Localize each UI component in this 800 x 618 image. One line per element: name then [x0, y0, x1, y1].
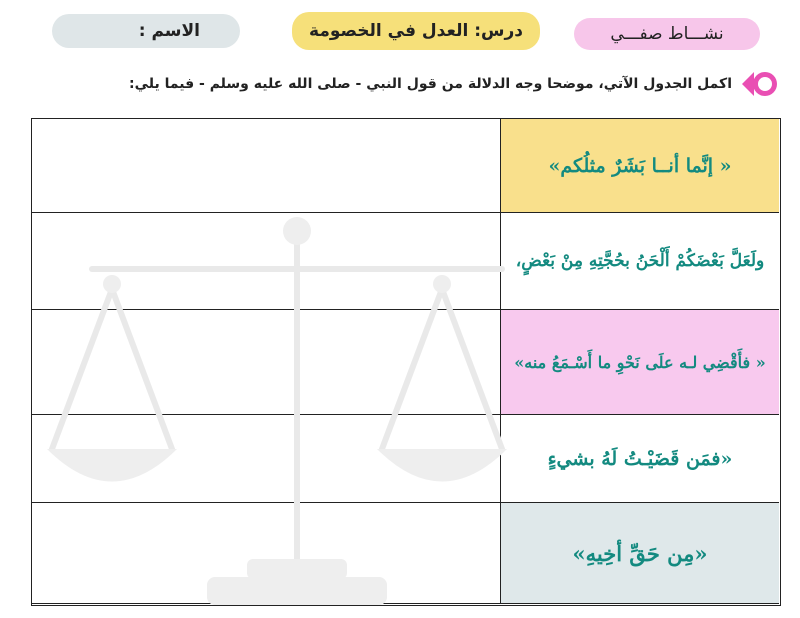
table-row [32, 310, 779, 415]
name-field[interactable] [52, 14, 240, 48]
answer-cell[interactable] [32, 119, 501, 212]
answer-cell[interactable] [32, 213, 501, 309]
table-row [32, 119, 779, 213]
hadith-cell: «فمَن قَضَيْـتُ لَهُ بشيءٍ [501, 415, 779, 502]
hadith-cell: « فأَقْضِي لـه علَى نَحْوِ ما أَسْـمَعُ منه» [501, 310, 779, 414]
lesson-title: درس: العدل في الخصومة [292, 12, 540, 50]
target-arrow-icon [740, 66, 782, 102]
answer-cell[interactable] [32, 310, 501, 414]
answer-cell[interactable] [32, 503, 501, 603]
hadith-table [31, 118, 781, 606]
answer-cell[interactable] [32, 415, 501, 502]
instruction-text: اكمل الجدول الآتي، موضحا وجه الدلالة من قول النبي - صلى الله عليه وسلم - فيما يلي: [129, 76, 732, 92]
name-label: الاسم : [138, 21, 200, 41]
hadith-cell: «مِن حَقِّ أخِيهِ» [501, 503, 779, 603]
hadith-cell: « إنَّما أنــا بَشَرٌ مثلُكم» [501, 119, 779, 212]
table-row [32, 503, 779, 604]
activity-badge: نشـــاط صفـــي [574, 18, 760, 50]
table-row [32, 415, 779, 503]
hadith-cell: ولَعَلَّ بَعْضَكُمْ أَلْحَنُ بحُجَّتِهِ مِنْ بَعْضٍ، [501, 213, 779, 309]
table-row [32, 213, 779, 310]
